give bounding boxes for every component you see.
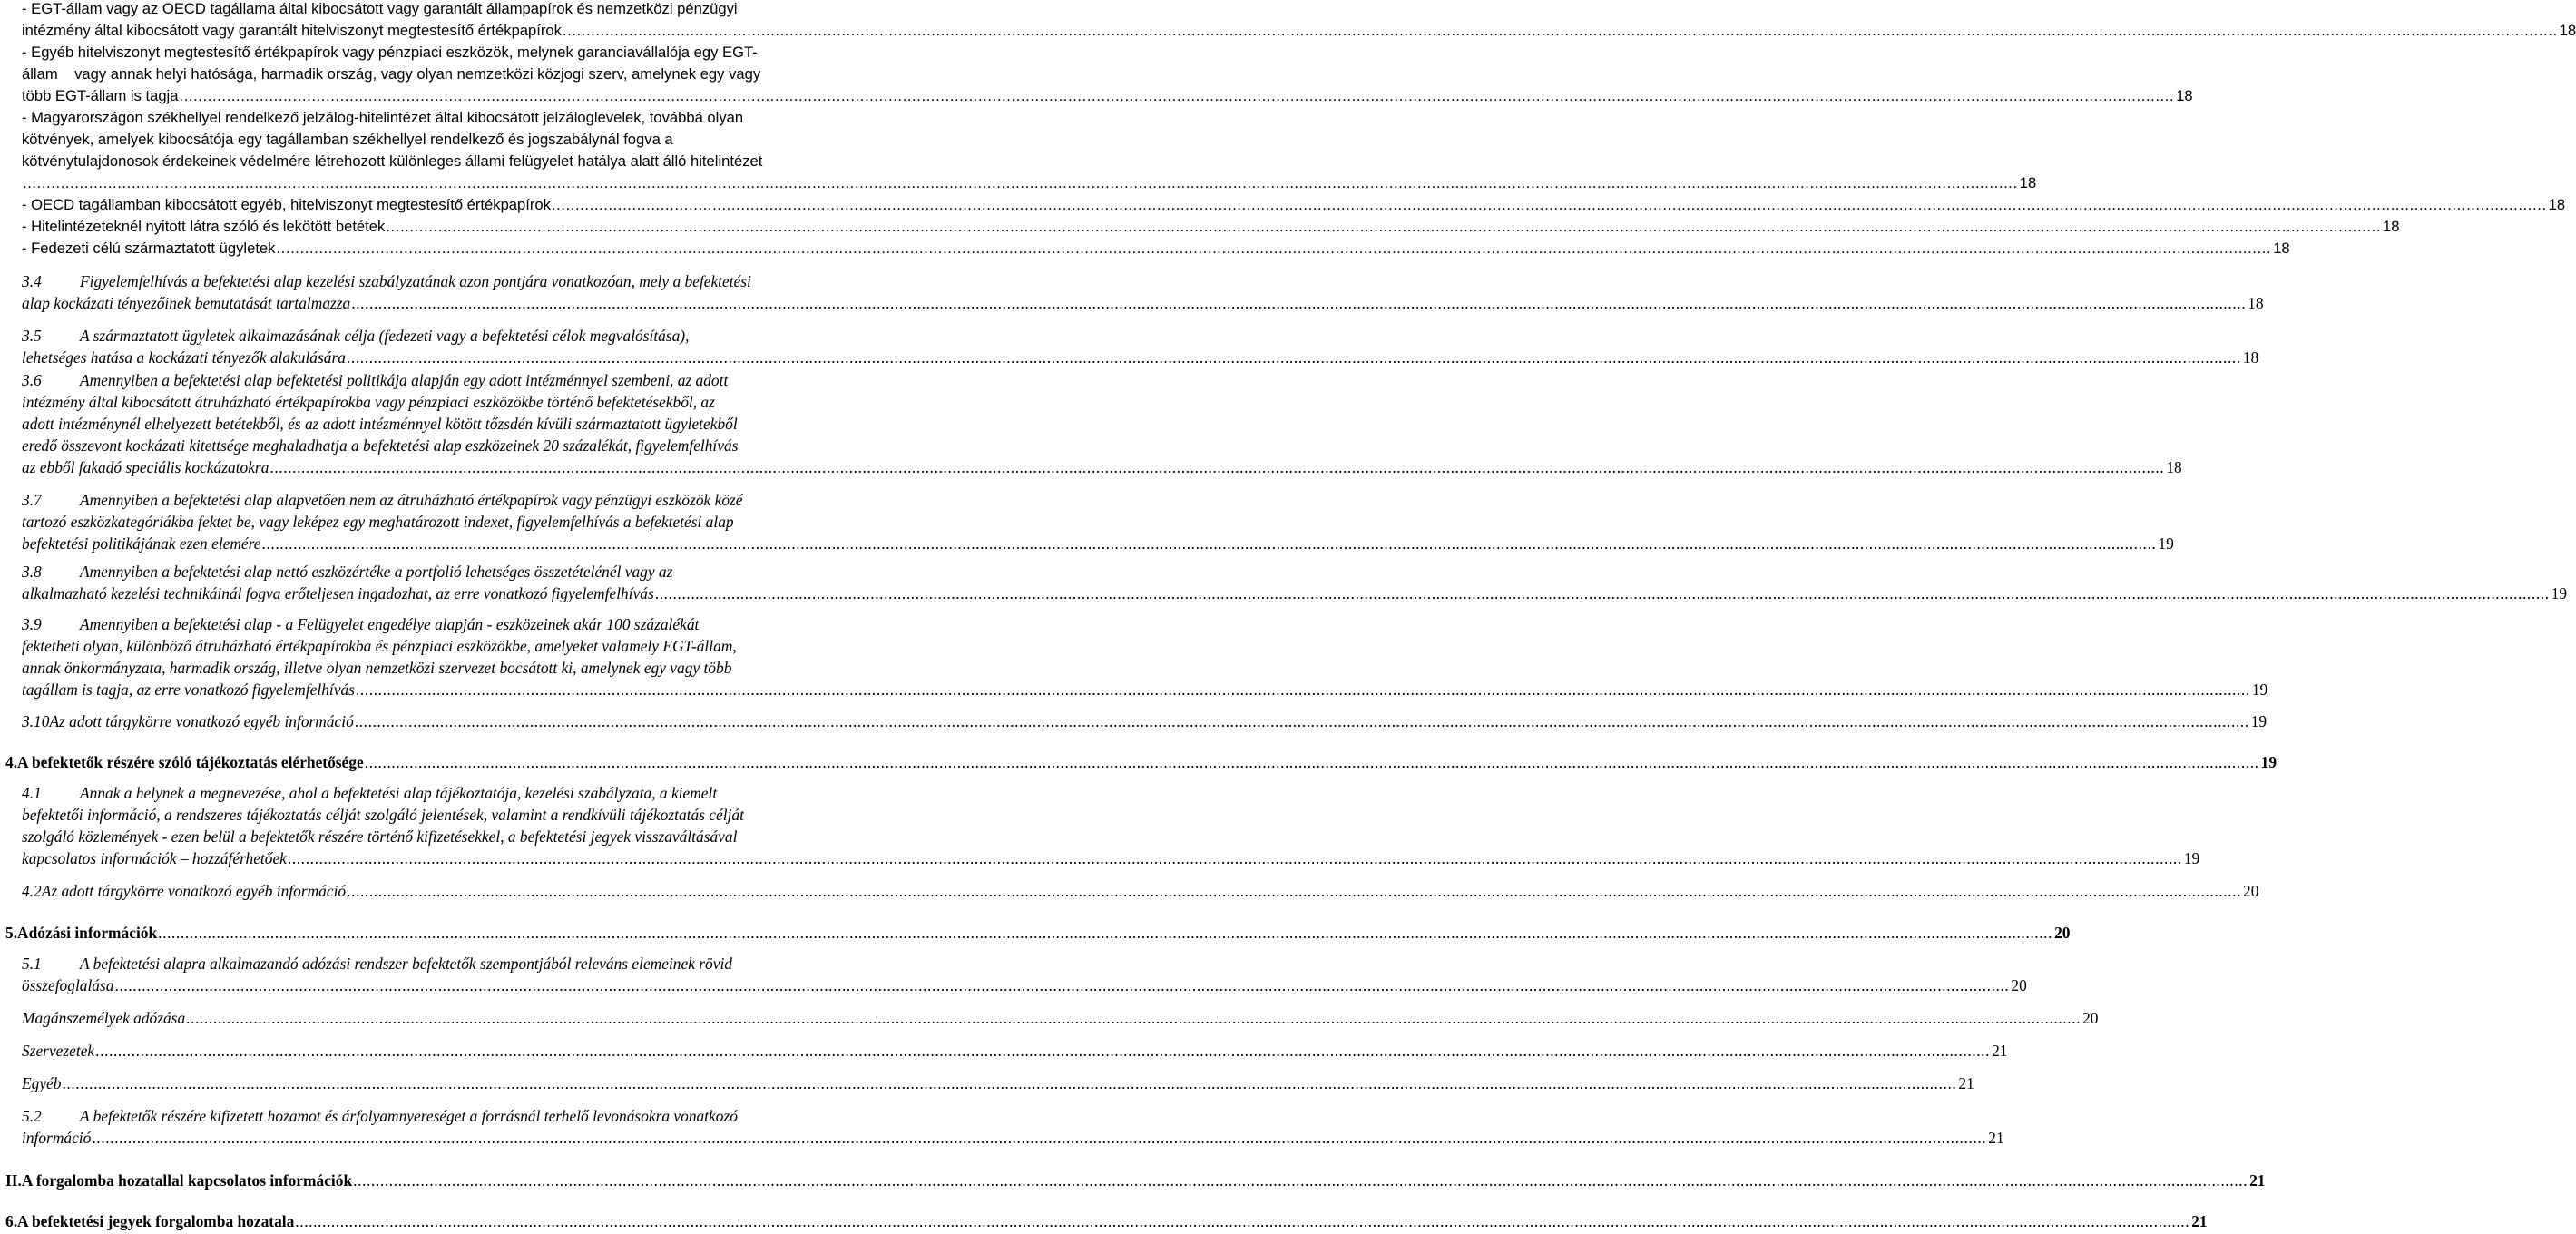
page-number: 21 [1992,1042,2008,1060]
toc-entry-4-1[interactable] [22,782,2200,869]
page-number: 18 [2242,348,2259,367]
page-number: 19 [2158,534,2174,553]
toc-entry-text: tagállam is tagja, az erre vonatkozó figyelemfelhívás [22,681,355,699]
section-number: 3.9 [22,615,42,633]
toc-entry-text: - EGT-állam vagy az OECD tagállama által kibocsátott vagy garantált állampapírok és nemzetközi pénzügyi [22,0,738,17]
toc-entry-text: információ [22,1129,92,1147]
toc-entry-text: Szervezetek [22,1042,95,1060]
toc-entry-text: Az adott tárgykörre vonatkozó egyéb információ [41,882,347,900]
toc-entry-text: - OECD tagállamban kibocsátott egyéb, hitelviszonyt megtestesítő értékpapírok [22,196,551,213]
toc-entry-4-2[interactable] [22,880,2259,902]
toc-entry-text: szolgáló közlemények - ezen belül a befektetők részére történő kifizetésekkel, a befektetési jegyek visszaváltásával [22,828,738,846]
page-number: 21 [1958,1074,1974,1092]
toc-entry-egt-allampapirok[interactable] [22,0,2576,42]
section-number: 3.6 [22,371,42,389]
section-number: 4.1 [22,784,42,802]
toc-entry-text: állam vagy annak helyi hatósága, harmadik ország, vagy olyan nemzetközi közjogi szerv, amelynek egy vagy [22,65,761,83]
toc-entry-betetek[interactable] [22,216,2400,238]
toc-entry-text: tartozó eszközkategóriákba fektet be, vagy leképez egy meghatározott indexet, figyelemfelhívás a befektetési alap [22,513,734,531]
section-number: II. [5,1171,22,1190]
page-number: 18 [2383,218,2400,235]
toc-entry-text: adott intézménynél elhelyezett betétekből, és az adott intézménnyel kötött tőzsdén kívüli származtatott ügyletekből [22,415,738,433]
toc-entry-3-10[interactable] [22,710,2267,732]
page-number: 21 [2249,1171,2266,1190]
page-number: 21 [1988,1129,2004,1147]
toc-entry-oecd-ertekpapirok[interactable] [22,194,2566,216]
toc-entry-text: A származtatott ügyletek alkalmazásának célja (fedezeti vagy a befektetési célok megvalósítása), [80,327,690,345]
section-number: 3.4 [22,272,42,290]
toc-entry-text: lehetséges hatása a kockázati tényezők alakulására [22,348,346,367]
toc-entry-5[interactable] [5,922,2071,944]
toc-entry-text: Adózási információk [17,924,158,942]
section-number: 4. [5,753,18,771]
toc-entry-egyeb-hitelviszonyt[interactable] [22,42,2193,107]
toc-entry-text: A forgalomba hozatallal kapcsolatos információk [21,1171,353,1190]
section-number: 5.1 [22,955,42,973]
toc-entry-text: - Egyéb hitelviszonyt megtestesítő értékpapírok vagy pénzpiaci eszközök, melynek garanciavállalója egy EGT- [22,44,758,61]
toc-entry-text: A befektetési alapra alkalmazandó adózási rendszer befektetők szempontjából releváns elemeinek rövid [80,955,732,973]
page-number: 19 [2183,849,2200,867]
toc-entry-text: Annak a helynek a megnevezése, ahol a befektetési alap tájékoztatója, kezelési szabályzata, a kiemelt [80,784,718,802]
toc-entry-5-2[interactable] [22,1105,2004,1149]
page-number: 20 [2054,924,2071,942]
section-number: 3.7 [22,491,42,509]
toc-entry-3-8[interactable] [22,561,2568,604]
toc-entry-text: fektetheti olyan, különböző átruházható értékpapírokba és pénzpiaci eszközökbe, amelyeket valamely EGT-állam, [22,637,737,655]
page-number: 20 [2011,976,2027,994]
toc-entry-text: - Hitelintézeteknél nyitott látra szóló és lekötött betétek [22,218,386,235]
page-number: 18 [2019,174,2037,191]
section-number: 5.2 [22,1107,42,1125]
page-number: 19 [2551,584,2568,602]
page-number: 20 [2243,882,2259,900]
section-number: 4.2 [22,882,42,900]
toc-entry-part-II[interactable] [5,1170,2266,1191]
toc-entry-text: Magánszemélyek adózása [22,1009,186,1027]
page-number: 18 [2176,87,2193,104]
toc-entry-3-6[interactable] [22,369,2182,478]
toc-entry-text: A befektetési jegyek forgalomba hozatala [17,1212,295,1230]
toc-entry-text: alap kockázati tényezőinek bemutatását tartalmazza [22,294,351,312]
toc-entry-text: befektetési politikájának ezen elemére [22,534,261,553]
toc-entry-text: alkalmazható kezelési technikáinál fogva erőteljesen ingadozhat, az erre vonatkozó figyelemfelhívás [22,584,654,602]
page-number: 18 [2248,294,2264,312]
toc-entry-szervezetek[interactable] [22,1040,2008,1062]
section-number: 3.10 [22,712,50,730]
toc-entry-text: kötvények, amelyek kibocsátója egy tagállamban székhellyel rendelkező és jogszabálynál fogva a [22,131,673,148]
toc-entry-text: Az adott tárgykörre vonatkozó egyéb információ [49,712,354,730]
section-number: 5. [5,924,18,942]
toc-entry-text: eredő összevont kockázati kitettsége meghaladhatja a befektetési alap eszközeinek 20 százalékát, figyelemfelhívás [22,436,739,455]
page-number: 18 [2559,22,2576,39]
toc-entry-3-5[interactable] [22,325,2259,368]
section-number: 6. [5,1212,18,1230]
toc-entry-5-1[interactable] [22,953,2027,996]
toc-entry-text: Amennyiben a befektetési alap nettó eszközértéke a portfolió lehetséges összetételénél vagy az [80,563,673,581]
page-number: 19 [2260,753,2277,771]
toc-entry-text: - Magyarországon székhellyel rendelkező jelzálog-hitelintézet által kibocsátott jelzáloglevelek, továbbá olyan [22,109,744,126]
toc-entry-text: az ebből fakadó speciális kockázatokra [22,458,269,476]
page-number: 19 [2250,712,2267,730]
toc-entry-text: annak önkormányzata, harmadik ország, illetve olyan nemzetközi szervezet bocsátott ki, amelynek egy vagy több [22,659,732,677]
toc-entry-text: - Fedezeti célú származtatott ügyletek [22,240,276,257]
page-number: 18 [2273,240,2290,257]
toc-entry-text: A befektetők részére kifizetett hozamot és árfolyamnyereséget a forrásnál terhelő levonásokra vonatkozó [80,1107,738,1125]
toc-entry-egyeb[interactable] [22,1072,1974,1094]
toc-entry-4[interactable] [5,751,2277,773]
page-number: 21 [2191,1212,2208,1230]
page-number: 19 [2251,681,2268,699]
page-number: 20 [2082,1009,2099,1027]
toc-entry-maganszemelyek[interactable] [22,1007,2099,1029]
toc-entry-jelzaloglevelek[interactable] [22,107,2037,194]
toc-entry-text: több EGT-állam is tagja [22,87,179,104]
toc-entry-3-9[interactable] [22,613,2268,700]
toc-entry-text: Amennyiben a befektetési alap alapvetően nem az átruházható értékpapírok vagy pénzügyi eszközök közé [80,491,743,509]
toc-entry-text: intézmény által kibocsátott átruházható értékpapírokba vagy pénzpiaci eszközökbe történő befektetésekből, az [22,393,715,411]
section-number: 3.8 [22,563,42,581]
toc-entry-text: Figyelemfelhívás a befektetési alap kezelési szabályzatának azon pontjára vonatkozóan, mely a befektetési [80,272,751,290]
section-number: 3.5 [22,327,42,345]
toc-entry-3-4[interactable] [22,270,2264,314]
toc-entry-text: intézmény által kibocsátott vagy garantált hitelviszonyt megtestesítő értékpapírok [22,22,562,39]
page-number: 18 [2166,458,2182,476]
toc-entry-text: Egyéb [22,1074,62,1092]
toc-entry-text: kapcsolatos információk – hozzáférhetőek [22,849,287,867]
toc-entry-text: kötvénytulajdonosok érdekeinek védelmére létrehozott különleges állami felügyelet hatálya alatt álló hitelintézet [22,152,763,170]
toc-entry-text: A befektetők részére szóló tájékoztatás elérhetősége [17,753,364,771]
toc-entry-3-7[interactable] [22,489,2174,554]
toc-entry-6[interactable] [5,1210,2208,1232]
toc-entry-text: összefoglalása [22,976,114,994]
toc-entry-fedezeti-ugyletek[interactable] [22,238,2290,260]
toc-entry-text: Amennyiben a befektetési alap befektetési politikája alapján egy adott intézménnyel szembeni, az adott [80,371,729,389]
toc-entry-text: befektetői információ, a rendszeres tájékoztatás célját szolgáló jelentések, valamint a rendkívüli tájékoztatás célját [22,806,744,824]
page-number: 18 [2548,196,2566,213]
toc-entry-text: Amennyiben a befektetési alap - a Felügyelet engedélye alapján - eszközeinek akár 100 százalékát [80,615,700,633]
